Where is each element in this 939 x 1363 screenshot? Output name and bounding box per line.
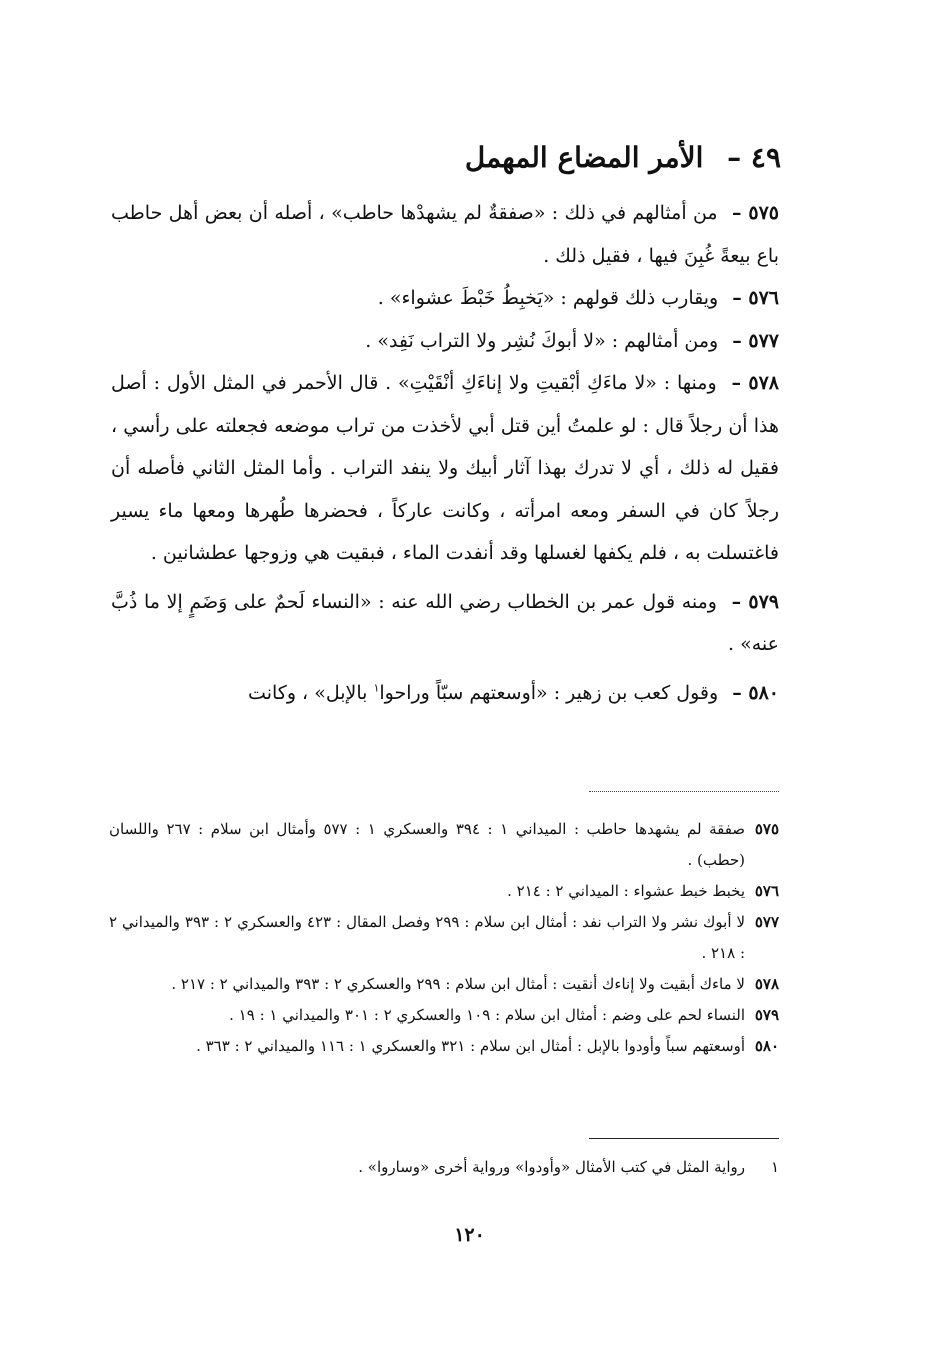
note-text: النساء لحم على وضم : أمثال ابن سلام : ١٠٩ والعسكري ٢ : ٣٠١ والميداني ١ : ١٩ .	[229, 1006, 745, 1024]
note-575	[109, 814, 779, 876]
paragraph-text: وقول كعب بن زهير : «أوسعتهم سبّاً وراحوا	[379, 681, 719, 704]
paragraph-text: ومن أمثالهم : «لا أبوكَ نُشِر ولا التراب نَفِد» .	[365, 329, 719, 352]
footnote-number: ١	[770, 1158, 779, 1176]
note-number: ٥٧٦	[754, 882, 779, 900]
note-text: لا أبوك نشر ولا التراب نفد : أمثال ابن سلام : ٢٩٩ وفصل المقال : ٤٢٣ والعسكري ٢ : ٣٩٣ والميداني ٢ : ٢١٨ .	[109, 913, 745, 962]
paragraph-number: ٥٧٨ –	[731, 372, 779, 394]
paragraph-579	[111, 581, 779, 666]
paragraph-576	[111, 277, 779, 320]
note-text: صفقة لم يشهدها حاطب : الميداني ١ : ٣٩٤ والعسكري ١ : ٥٧٧ وأمثال ابن سلام : ٢٦٧ واللسان (حطب) .	[109, 820, 746, 869]
note-number: ٥٧٩	[754, 1006, 779, 1024]
section-number: ٤٩ –	[727, 141, 781, 174]
note-number: ٥٧٥	[754, 820, 779, 838]
paragraph-577	[111, 320, 779, 363]
note-text: أوسعتهم سباً وأودوا بالإبل : أمثال ابن سلام : ٣٢١ والعسكري ١ : ١١٦ والميداني ٢ : ٣٦٣ .	[196, 1037, 745, 1055]
paragraph-number: ٥٧٥ –	[731, 202, 780, 224]
paragraph-number: ٥٧٩ –	[731, 590, 779, 613]
section-title: الأمر المضاع المهمل	[464, 141, 704, 174]
note-number: ٥٧٧	[754, 913, 779, 931]
paragraph-580	[111, 672, 779, 715]
note-number: ٥٨٠	[754, 1037, 779, 1055]
main-text	[111, 192, 779, 714]
note-text: لا ماءك أبقيت ولا إناءك أنقيت : أمثال ابن سلام : ٢٩٩ والعسكري ٢ : ٣٩٣ والميداني ٢ : ٢١٧ .	[171, 975, 745, 993]
page-number: ١٢٠	[454, 1224, 485, 1246]
paragraph-text: من أمثالهم في ذلك : «صفقةٌ لم يشهدْها حاطب» ، أصله أن بعض أهل حاطب باع بيعةً غُبِنَ فيها ، فقيل ذلك .	[111, 202, 779, 267]
paragraph-text: ومنه قول عمر بن الخطاب رضي الله عنه : «النساء لَحمٌ على وَضَمٍ إلا ما ذُبَّ عنه» .	[111, 590, 779, 655]
paragraph-578	[111, 362, 779, 575]
paragraph-575	[111, 192, 779, 277]
note-580	[109, 1031, 779, 1062]
paragraph-number: ٥٨٠ –	[732, 681, 779, 704]
footnote-divider	[589, 1138, 779, 1139]
paragraph-text-continued: بالإبل» ، وكانت	[248, 681, 374, 704]
paragraph-number: ٥٧٦ –	[732, 287, 779, 309]
paragraph-text: ومنها : «لا ماءَكِ أبْقيتِ ولا إناءَكِ أنْقَيْتِ» . قال الأحمر في المثل الأول : أصل هذا أن رجلاً قال : لو علمتُ أين قتل أبي لأخذت من تراب موضعه فجعلته على رأسي ، فقيل له ذلك ، أي لا تدرك بهذا آثار أبيك ولا ينفد التراب . وأما المثل الثاني فأصله أن رجلاً كان في السفر ومعه امرأته ، وكانت عاركاً ، فحضرها طُهرها ومعها ماء يسير فاغتسلت به ، فلم يكفها لغسلها وقد أنفدت الماء ، فبقيت هي وزوجها عطشانين .	[111, 372, 779, 564]
paragraph-text: ويقارب ذلك قولهم : «يَخبِطُ خَبْطَ عشواء» .	[377, 287, 719, 309]
note-576	[109, 876, 779, 907]
note-577	[109, 907, 779, 969]
section-heading	[141, 136, 781, 180]
note-text: يخبط خبط عشواء : الميداني ٢ : ٢١٤ .	[507, 882, 745, 900]
footnote-text: رواية المثل في كتب الأمثال «وأودوا» ورواية أخرى «وساروا» .	[358, 1158, 745, 1176]
note-number: ٥٧٨	[754, 975, 779, 993]
note-579	[109, 1000, 779, 1031]
note-578	[109, 969, 779, 1000]
footnote	[109, 1152, 779, 1182]
notes-divider	[589, 791, 779, 792]
footnote-marker: ١	[373, 681, 380, 695]
paragraph-number: ٥٧٧ –	[732, 329, 779, 352]
source-notes	[109, 814, 779, 1062]
